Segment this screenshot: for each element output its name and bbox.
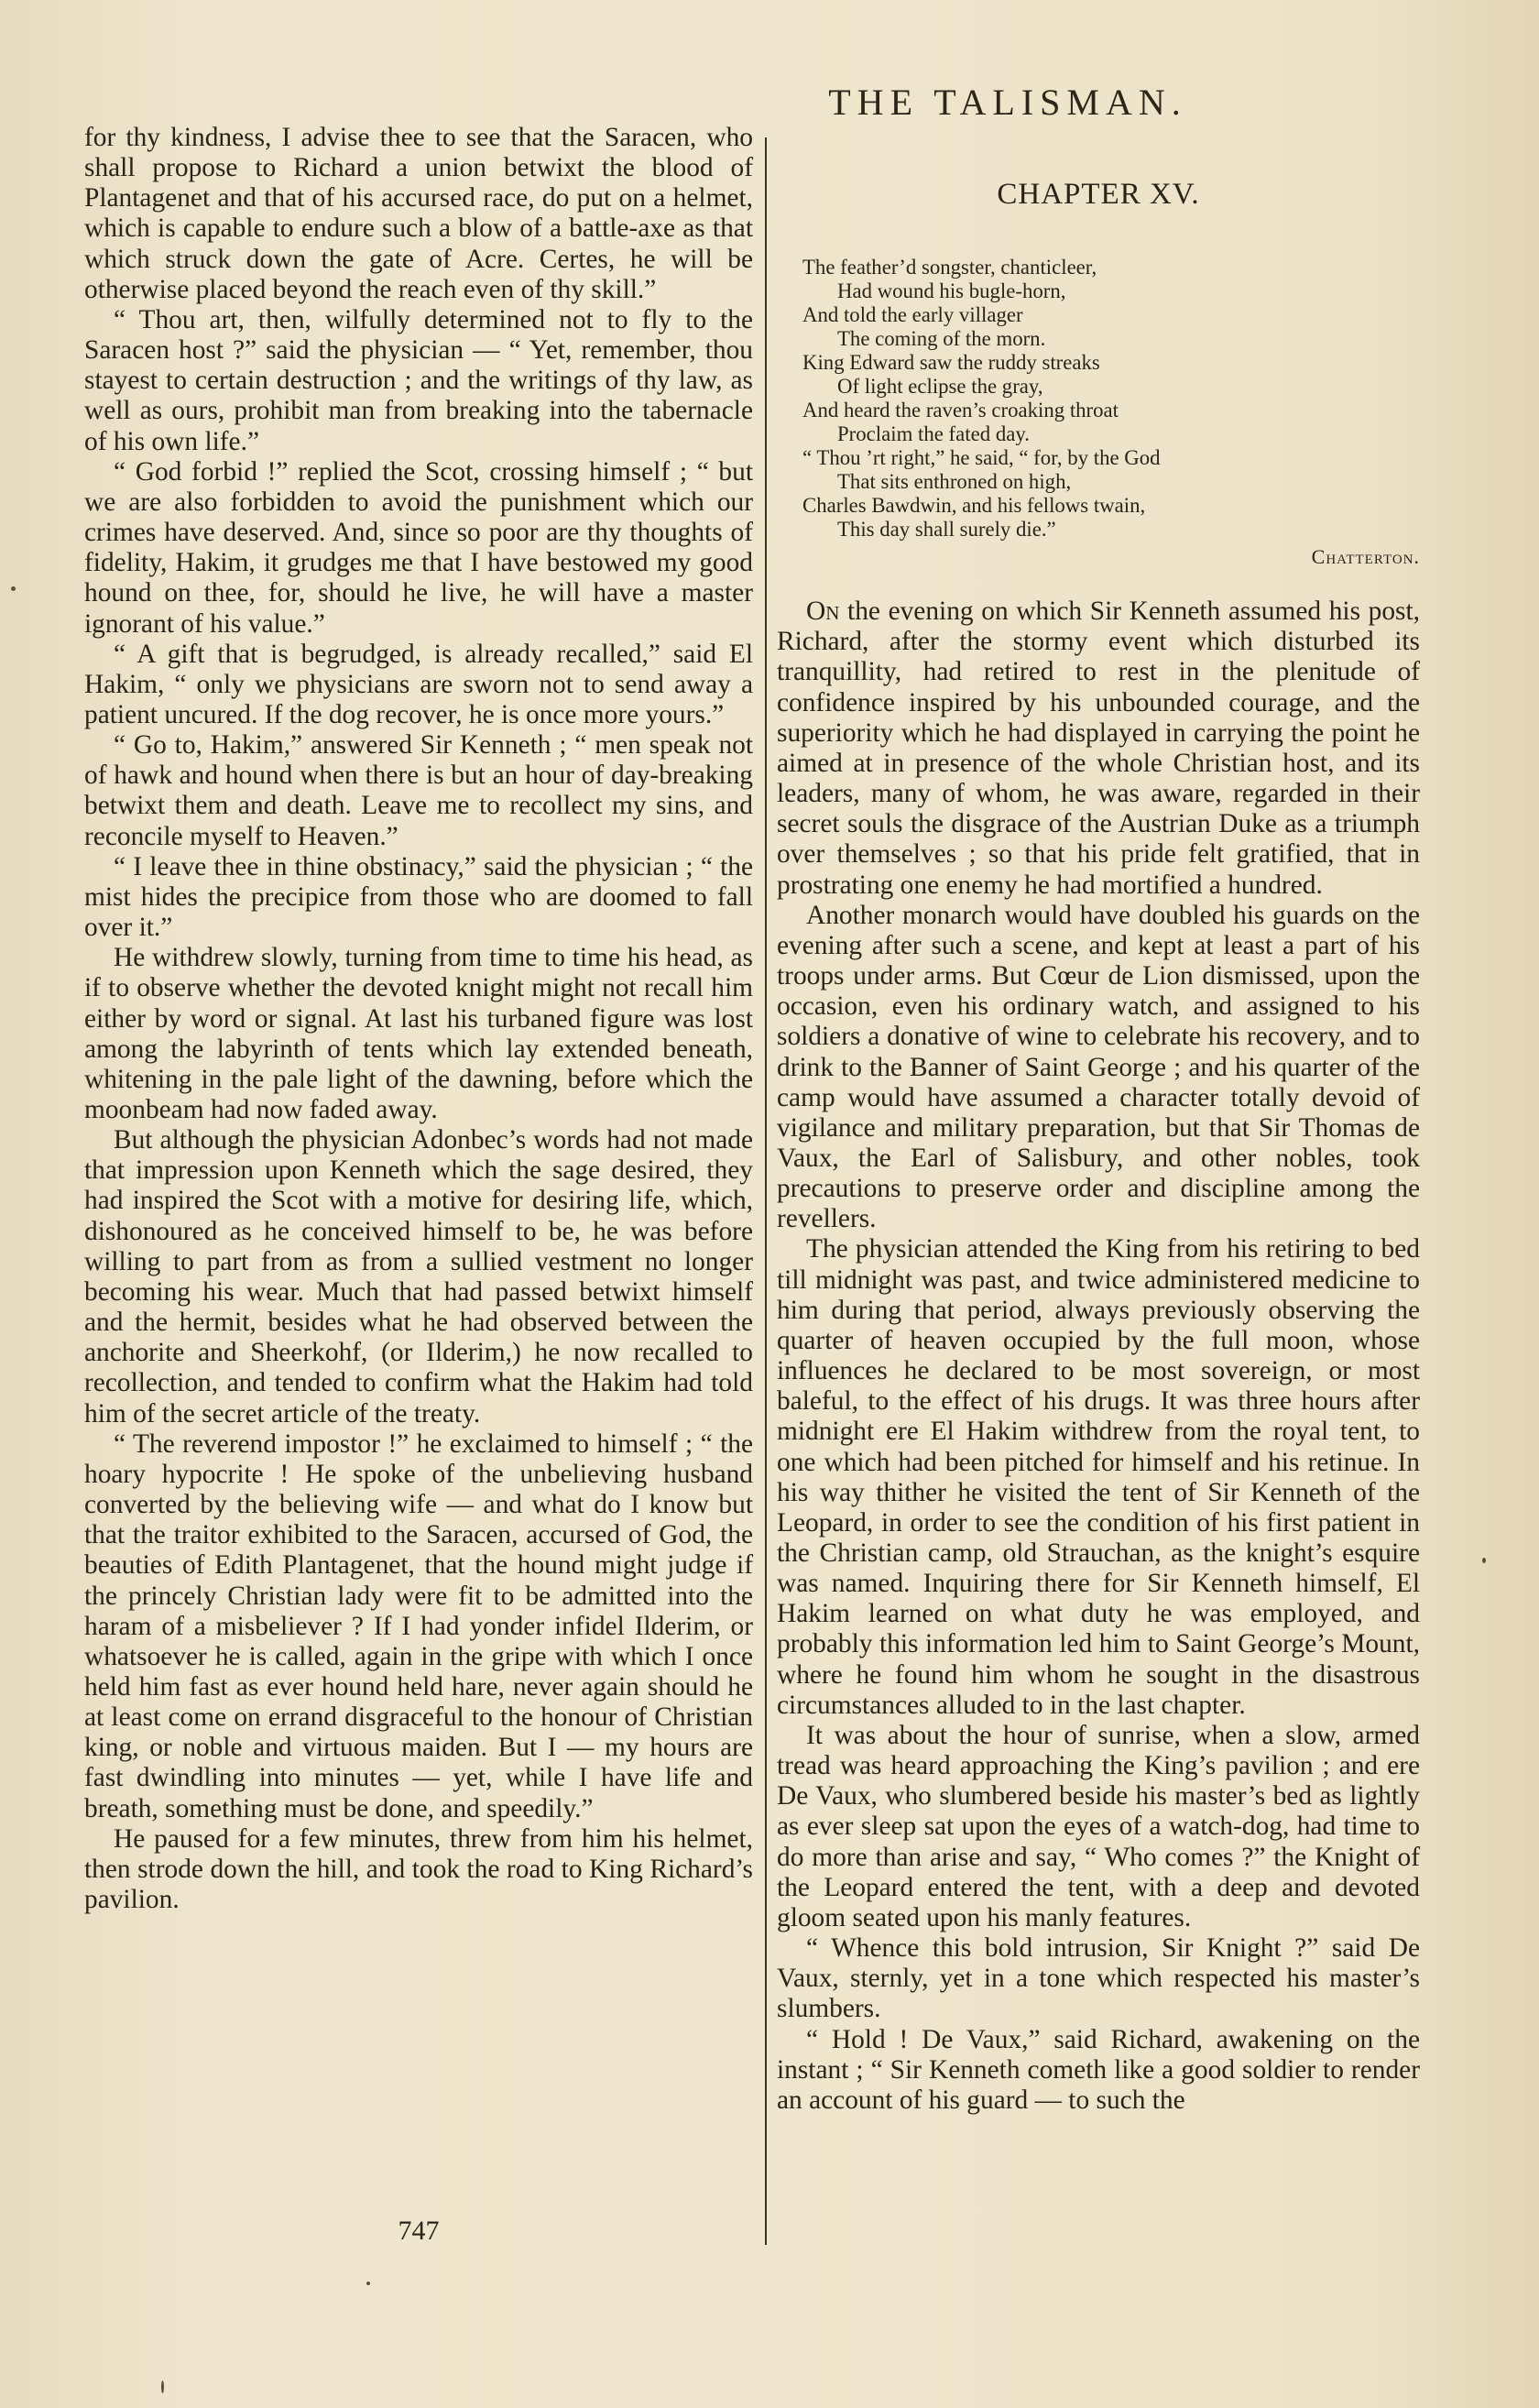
- paragraph: It was about the hour of sunrise, when a slow, armed tread was heard approaching the King’s pavilion ; and ere De Vaux, who slumbered beside his master’s bed as lightly as ever sleep sat upon the eyes of a watch-dog, had time to do more than arise and say, “ Who comes ?” the Knight of the Leopard entered the tent, with a deep and devoted gloom seated upon his manly features.: [777, 1720, 1420, 1932]
- paper-speck: [366, 2282, 370, 2285]
- epigraph-line: Of light eclipse the gray,: [837, 375, 1043, 399]
- paragraph: He paused for a few minutes, threw from him his helmet, then strode down the hill, and took the road to King Richard’s pavilion.: [84, 1823, 753, 1915]
- page-number: 747: [398, 2216, 440, 2246]
- paragraph: “ The reverend impostor !” he exclaimed to himself ; “ the hoary hypocrite ! He spoke of the unbelieving husband converted by the believing wife — and what do I know but that the traitor exhibited to the Saracen, accursed of God, the beauties of Edith Plantagenet, that the hound might judge if the princely Christian lady were fit to be admitted into the haram of a misbeliever ? If I had yonder infidel Ilderim, or whatsoever he is called, again in the gripe with which I once held him fast as ever hound held hare, never again should he at least come on errand disgraceful to the honour of Christian king, or noble and virtuous maiden. But I — my hours are fast dwindling into minutes — yet, while I have life and breath, something must be done, and speedily.”: [84, 1428, 753, 1823]
- paragraph: “ Whence this bold intrusion, Sir Knight ?” said De Vaux, sternly, yet in a tone which respected his master’s slumbers.: [777, 1933, 1420, 2024]
- epigraph-line: The feather’d songster, chanticleer,: [802, 256, 1097, 279]
- epigraph-line: “ Thou ’rt right,” he said, “ for, by the God: [802, 446, 1161, 470]
- paragraph: Another monarch would have doubled his guards on the evening after such a scene, and kept at least a part of his troops under arms. But Cœur de Lion dismissed, upon the occasion, even his ordinary watch, and assigned to his soldiers a donative of wine to celebrate his recovery, and to drink to the Banner of Saint George ; and his quarter of the camp would have assumed a character totally devoid of vigilance and military preparation, but that Sir Thomas de Vaux, the Earl of Salisbury, and other nobles, took precautions to preserve order and discipline among the revellers.: [777, 900, 1420, 1234]
- paragraph: “ God forbid !” replied the Scot, crossing himself ; “ but we are also forbidden to avoid the punishment which our crimes have deserved. And, since so poor are thy thoughts of fidelity, Hakim, it grudges me that I have bestowed my good hound on thee, for, should he live, he will have a master ignorant of his value.”: [84, 456, 753, 639]
- paragraph: “ A gift that is begrudged, is already recalled,” said El Hakim, “ only we physicians are sworn not to send away a patient uncured. If the dog recover, he is once more yours.”: [84, 639, 753, 729]
- epigraph-line: Proclaim the fated day.: [837, 422, 1030, 446]
- epigraph: [777, 256, 1420, 569]
- paragraph: But although the physician Adonbec’s words had not made that impression upon Kenneth which the sage desired, they had inspired the Scot with a motive for desiring life, which, dishonoured as he conceived himself to be, he was before willing to part from as from a sullied vestment no longer becoming his wear. Much that had passed betwixt himself and the hermit, besides what he had observed between the anchorite and Sheerkohf, (or Ilderim,) he now recalled to recollection, and tended to confirm what the Hakim had told him of the secret article of the treaty.: [84, 1125, 753, 1428]
- epigraph-attribution: Chatterton.: [1311, 545, 1420, 569]
- paragraph: [777, 597, 1420, 901]
- epigraph-line: And told the early villager: [802, 303, 1023, 327]
- epigraph-line: Had wound his bugle-horn,: [837, 279, 1066, 303]
- chapter-title: CHAPTER XV.: [997, 178, 1200, 211]
- epigraph-line: Charles Bawdwin, and his fellows twain,: [802, 494, 1146, 518]
- right-column: [777, 180, 1420, 2116]
- epigraph-line: This day shall surely die.”: [837, 518, 1056, 542]
- paragraph: “ Hold ! De Vaux,” said Richard, awakening on the instant ; “ Sir Kenneth cometh like a good soldier to render an account of his guard — to such the: [777, 2024, 1420, 2115]
- paragraph: The physician attended the King from his retiring to bed till midnight was past, and twice administered medicine to him during that period, always previously observing the quarter of heaven occupied by the full moon, whose influences he declared to be most sovereign, or most baleful, to the effect of his drugs. It was three hours after midnight ere El Hakim withdrew from the royal tent, to one which had been pitched for himself and his retinue. In his way thither he visited the tent of Sir Kenneth of the Leopard, in order to see the condition of his first patient in the Christian camp, old Strauchan, as the knight’s esquire was named. Inquiring there for Sir Kenneth himself, El Hakim learned on what duty he was employed, and probably this information led him to Saint George’s Mount, where he found him whom he sought in the disastrous circumstances alluded to in the last chapter.: [777, 1234, 1420, 1720]
- paragraph: “ Go to, Hakim,” answered Sir Kenneth ; “ men speak not of hawk and hound when there is but an hour of day-breaking betwixt them and death. Leave me to recollect my sins, and reconcile myself to Heaven.”: [84, 730, 753, 851]
- paper-speck: [11, 586, 16, 591]
- paragraph: for thy kindness, I advise thee to see that the Saracen, who shall propose to Richard a union betwixt the blood of Plantagenet and that of his accursed race, do put on a helmet, which is capable to endure such a blow of a battle-axe as that which struck down the gate of Acre. Certes, he will be otherwise placed beyond the reach even of thy skill.”: [84, 123, 753, 304]
- paper-speck: [1482, 1558, 1486, 1563]
- paragraph: He withdrew slowly, turning from time to time his head, as if to observe whether the devoted knight might not recall him either by word or signal. At last his turbaned figure was lost among the labyrinth of tents which lay extended beneath, whitening in the pale light of the dawning, before which the moonbeam had now faded away.: [84, 943, 753, 1124]
- running-head: THE TALISMAN.: [828, 82, 1187, 123]
- paragraph: “ I leave thee in thine obstinacy,” said the physician ; “ the mist hides the precipice from those who are doomed to fall over it.”: [84, 851, 753, 943]
- paragraph: “ Thou art, then, wilfully determined not to fly to the Saracen host ?” said the physician — “ Yet, remember, thou stayest to certain destruction ; and the writings of thy law, as well as ours, prohibit man from breaking into the tabernacle of his own life.”: [84, 304, 753, 456]
- column-rule: [765, 137, 767, 2245]
- epigraph-line: The coming of the morn.: [837, 327, 1046, 351]
- epigraph-line: And heard the raven’s croaking throat: [802, 399, 1119, 422]
- opening-word: On: [806, 597, 840, 627]
- paragraph-text: the evening on which Sir Kenneth assumed his post, Richard, after the stormy event which disturbed its tranquillity, had retired to rest in the plenitude of confidence inspired by his unbounded courage, and the superiority which he had displayed in carrying the point he aimed at in presence of the whole Christian host, and its leaders, many of whom, he was aware, regarded in their secret souls the disgrace of the Austrian Duke as a triumph over themselves ; so that his pride felt gratified, that in prostrating one enemy he had mortified a hundred.: [777, 597, 1420, 900]
- left-column: [84, 123, 753, 1915]
- paper-speck: [161, 2381, 164, 2393]
- epigraph-line: King Edward saw the ruddy streaks: [802, 351, 1100, 375]
- epigraph-line: That sits enthroned on high,: [837, 470, 1072, 494]
